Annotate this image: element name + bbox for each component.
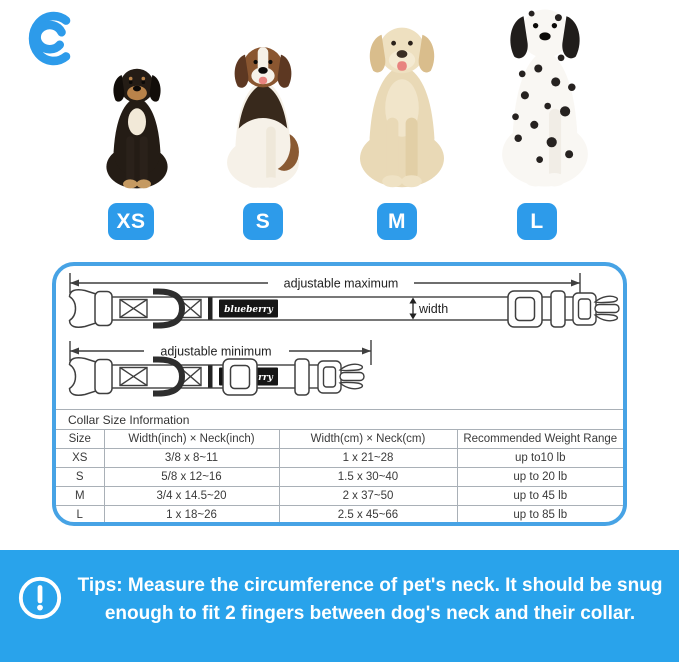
width-label: width bbox=[419, 302, 449, 316]
size-badge-xs: XS bbox=[108, 203, 154, 240]
table-row-xs: XS 3/8 x 8~11 1 x 21~28 up to10 lb bbox=[56, 449, 623, 468]
dog-photo-l-dalmatian bbox=[478, 4, 612, 197]
tips-banner bbox=[0, 550, 679, 662]
tri-glide-slider-1 bbox=[120, 300, 147, 318]
table-title: Collar Size Information bbox=[68, 413, 190, 427]
table-row-s: S 5/8 x 12~16 1.5 x 30~40 up to 20 lb bbox=[56, 468, 623, 487]
col-header-size: Size bbox=[56, 430, 104, 449]
adjustable-maximum-label: adjustable maximum bbox=[283, 276, 399, 291]
tips-line-2: enough to fit 2 fingers between dog's neck and their collar. bbox=[104, 603, 636, 624]
tips-text bbox=[78, 572, 663, 628]
size-info-panel bbox=[52, 262, 627, 526]
size-badge-l: L bbox=[517, 203, 557, 240]
vertical-keeper bbox=[551, 291, 565, 327]
size-badge-m: M bbox=[377, 203, 417, 240]
col-header-weight: Recommended Weight Range bbox=[457, 430, 623, 449]
buckle-prong-end bbox=[573, 293, 619, 325]
table-row-l: L 1 x 18~26 2.5 x 45~66 up to 85 lb bbox=[56, 506, 623, 525]
strap-bar bbox=[208, 298, 213, 320]
collar-strap-max bbox=[102, 297, 576, 320]
collar-size-table-section bbox=[56, 409, 623, 524]
exclamation-circle-icon bbox=[17, 575, 63, 626]
dog-photo-xs-puppy bbox=[92, 66, 182, 197]
size-table bbox=[56, 429, 623, 524]
col-header-width-cm: Width(cm) × Neck(cm) bbox=[279, 430, 457, 449]
square-slider bbox=[508, 291, 542, 327]
tips-line-1: Tips: Measure the circumference of pet's neck. It should be snug bbox=[77, 575, 663, 596]
brand-tag-text: blueberry bbox=[224, 305, 273, 315]
size-badge-s: S bbox=[243, 203, 283, 240]
collar-measurement-diagram bbox=[56, 266, 623, 409]
side-release-buckle-male bbox=[70, 290, 97, 328]
dog-photo-s-beagle bbox=[210, 44, 316, 197]
buckle-keeper bbox=[95, 292, 112, 326]
dog-photo-m-golden-retriever bbox=[342, 24, 462, 197]
table-header-row bbox=[56, 430, 623, 449]
table-row-m: M 3/4 x 14.5~20 2 x 37~50 up to 45 lb bbox=[56, 487, 623, 506]
brand-e-logo-icon bbox=[22, 8, 76, 74]
col-header-width-inch: Width(inch) × Neck(inch) bbox=[104, 430, 279, 449]
adjustable-minimum-label: adjustable minimum bbox=[160, 344, 272, 359]
